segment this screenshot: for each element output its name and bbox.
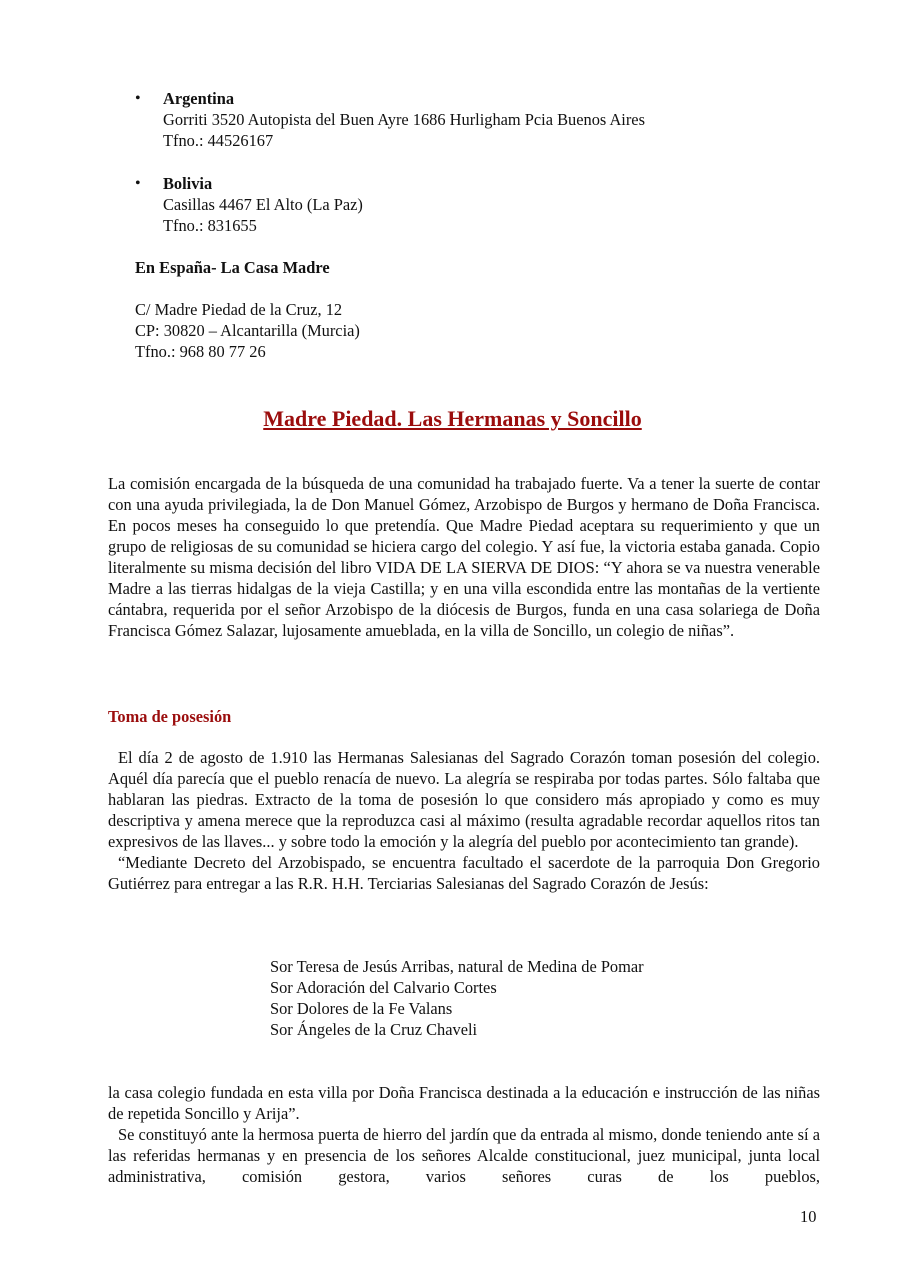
address-line: Gorriti 3520 Autopista del Buen Ayre 1686 Hurligham Pcia Buenos Aires: [163, 110, 645, 129]
paragraph: [108, 473, 820, 641]
paragraph-text: la casa colegio fundada en esta villa por Doña Francisca destinada a la educación e instrucción de las niñas de repetida Soncillo y Arija”.: [108, 1083, 820, 1123]
country-name: Bolivia: [163, 174, 213, 193]
sisters-list: [270, 956, 644, 1040]
phone-line: Tfno.: 831655: [163, 216, 257, 235]
paragraph: [108, 747, 820, 894]
address-bolivia: [163, 173, 363, 236]
bullet-icon: •: [135, 175, 141, 192]
subheading: Toma de posesión: [108, 707, 232, 726]
paragraph-text: Se constituyó ante la hermosa puerta de hierro del jardín que da entrada al mismo, donde teniendo ante sí a las referidas hermanas y en presencia de los señores Alcalde constitucional, juez municipal, junta local administrativa, comisión gestora, varios señores curas de los pueblos,: [108, 1125, 820, 1186]
paragraph-text: La comisión encargada de la búsqueda de una comunidad ha trabajado fuerte. Va a tener la suerte de contar con una ayuda privilegiada, la de Don Manuel Gómez, Arzobispo de Burgos y hermano de Doña Francisca. En pocos meses ha conseguido lo que pretendía. Que Madre Piedad aceptara su requerimiento y que un grupo de religiosas de su comunidad se hiciera cargo del colegio. Y así fue, la victoria estaba ganada. Copio literalmente su misma decisión del libro VIDA DE LA SIERVA DE DIOS: “Y ahora se va nuestra venerable Madre a las tierras hidalgas de la vieja Castilla; y en una villa escondida entre las montañas de la vertiente cántabra, requerida por el señor Arzobispo de la diócesis de Burgos, funda en una casa solariega de Doña Francisca Gómez Salazar, lujosamente amueblada, en la villa de Soncillo, un colegio de niñas”.: [108, 474, 820, 640]
list-item: Sor Teresa de Jesús Arribas, natural de Medina de Pomar: [270, 957, 644, 976]
address-spain: [135, 299, 360, 362]
paragraph: [108, 1082, 820, 1187]
country-name: Argentina: [163, 89, 235, 108]
paragraph-text: “Mediante Decreto del Arzobispado, se encuentra facultado el sacerdote de la parroquia Don Gregorio Gutiérrez para entregar a las R.R. H.H. Terciarias Salesianas del Sagrado Corazón de Jesús:: [108, 853, 820, 893]
section-title: Madre Piedad. Las Hermanas y Soncillo: [263, 406, 642, 431]
list-item: Sor Ángeles de la Cruz Chaveli: [270, 1020, 478, 1039]
phone-line: Tfno.: 968 80 77 26: [135, 342, 266, 361]
address-line: Casillas 4467 El Alto (La Paz): [163, 195, 363, 214]
paragraph-text: El día 2 de agosto de 1.910 las Hermanas Salesianas del Sagrado Corazón toman posesión del colegio. Aquél día parecía que el pueblo renacía de nuevo. La alegría se respiraba por todas partes. Sólo faltaba que hablaran las piedras. Extracto de la toma de posesión lo que considero más apropiado y como es muy descriptiva y amena merece que la reproduzca casi al máximo (resulta agradable recordar aquellos ritos tan expresivos de las llaves... y sobre todo la emoción y la alegría del pueblo por acontecimiento tan grande).: [108, 748, 820, 851]
phone-line: Tfno.: 44526167: [163, 131, 274, 150]
bullet-icon: •: [135, 90, 141, 107]
page-number: 10: [800, 1207, 817, 1226]
address-argentina: [163, 88, 645, 151]
address-line: C/ Madre Piedad de la Cruz, 12: [135, 300, 343, 319]
address-line: CP: 30820 – Alcantarilla (Murcia): [135, 321, 360, 340]
spain-heading: En España- La Casa Madre: [135, 258, 330, 277]
list-item: Sor Dolores de la Fe Valans: [270, 999, 453, 1018]
list-item: Sor Adoración del Calvario Cortes: [270, 978, 497, 997]
